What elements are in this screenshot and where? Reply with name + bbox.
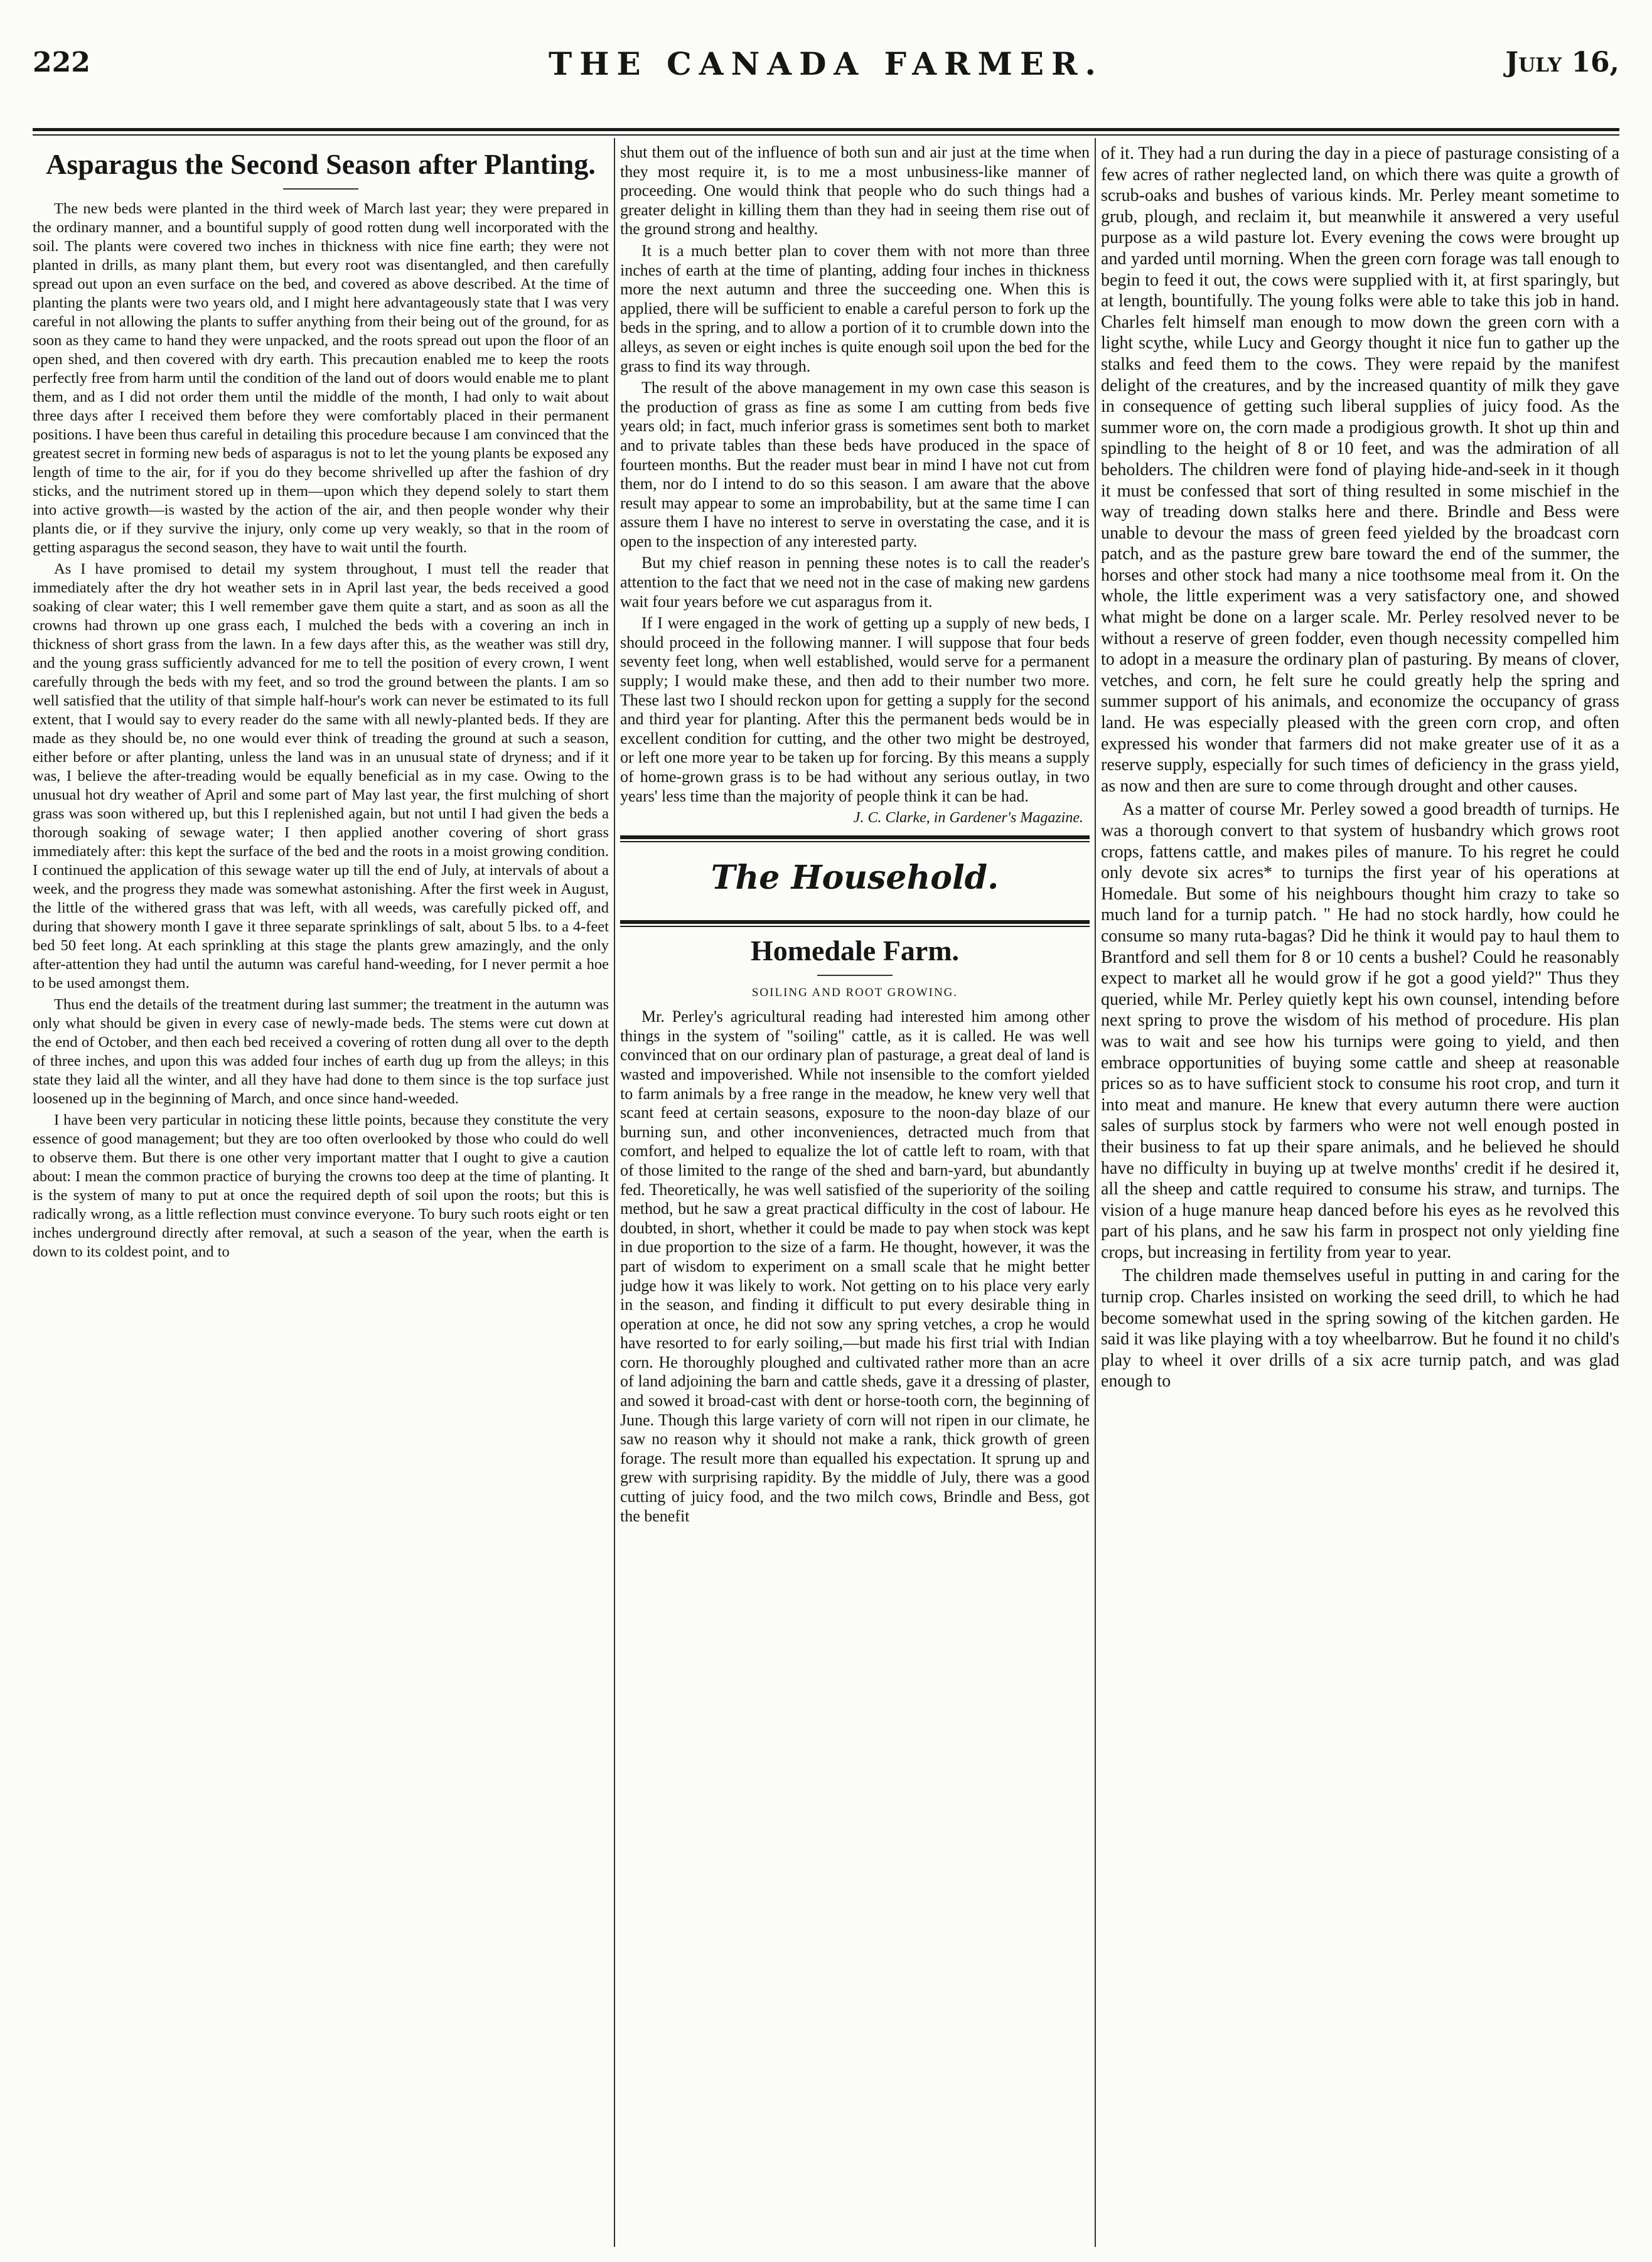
page-number: 222	[33, 46, 90, 78]
article-subtitle: SOILING AND ROOT GROWING.	[751, 986, 958, 1000]
paragraph: Mr. Perley's agricultural reading had interested him among other things in the system of "soiling" cattle, as it is called. He was well convinced that on our ordinary plan of pasturage, a great deal of land is wasted and impoverished. While not insensible to the comfort yielded to farm animals by a free range in the meadow, he knew very well that scant feed at certain seasons, exposure to the noon-day blaze of our burning sun, and other inconveniences, detracted much from that comfort, and helped to equalize the lot of cattle left to roam, with that of those limited to the range of the shed and barn-yard, but abundantly fed. Theoretically, he was well satisfied of the superiority of the soiling method, but he saw a great practical difficulty in the cost of labour. He doubted, in short, whether it could be made to pay when stock was kept in due proportion to the size of a farm. He thought, however, it was the part of wisdom to experiment on a small scale that he might better judge how it was likely to work. Not getting on to his place very early in the season, and finding it difficult to put every desirable thing in operation at once, he did not sow any spring vetches, a crop he would have resorted to for early soiling,—but made his first trial with Indian corn. He thoroughly ploughed and cultivated rather more than an acre of land adjoining the barn and cattle sheds, gave it a dressing of plaster, and sowed it broad-cast with dent or horse-tooth corn, the beginning of June. Though this large variety of corn will not ripen in our climate, he saw no reason why it should not make a rank, thick growth of green forage. The result more than equalled his expectation. It sprung up and grew with surprising rapidity. By the middle of July, there was a good cutting of juicy food, and the two milch cows, Brindle and Bess, got the benefit	[620, 1007, 1090, 1525]
paragraph: The children made themselves useful in putting in and caring for the turnip crop. Charles insisted on working the seed drill, to which he had become somewhat used in the spring sowing of the kitchen garden. He said it was like playing with a toy wheelbarrow. But he found it no child's play to wheel it over drills of a six acre turnip patch, and was glad enough to	[1101, 1266, 1619, 1391]
column-2	[620, 143, 1090, 2246]
title-rule	[817, 975, 893, 976]
article-body	[620, 1007, 1090, 1526]
article-body	[33, 200, 609, 1262]
column-3	[1101, 143, 1619, 2246]
article-body-continued	[620, 143, 1090, 806]
column-divider	[614, 138, 615, 2247]
paragraph: The new beds were planted in the third week of March last year; they were prepared in the ordinary manner, and a bountiful supply of good rotten dung well incorporated with the soil. The plants were covered two inches in thickness with nice fine earth; they were not planted in drills, as many plant them, but every root was disentangled, and then carefully spread out upon an even surface on the bed, and covered as above described. At the time of planting the plants were two years old, and I might here advantageously state that I was very careful in not allowing the plants to suffer anything from their being out of the ground, for as soon as they came to hand they were unpacked, and the roots spread out upon the floor of an open shed, and then covered with dry earth. This precaution enabled me to keep the roots perfectly free from harm until the condition of the land out of doors would enable me to plant them, and as I did not order them until the middle of the month, I had only to wait about three days after I received them before they were comfortably placed in their permanent positions. I have been thus careful in detailing this procedure because I am convinced that the greatest secret in forming new beds of asparagus is not to let the young plants be exposed any length of time to the air, for if you do they become shrivelled up after the fashion of dry sticks, and the nutriment stored up in them—upon which they depend solely to start them into active growth—is wasted by the action of the air, and then people wonder why their plants die, or if they survive the injury, only come up very weakly, so that in the room of getting asparagus the second season, they have to wait until the fourth.	[33, 200, 609, 556]
paragraph: I have been very particular in noticing these little points, because they constitute the very essence of good management; but they are too often overlooked by those who could do well to observe them. But there is one other very important matter that I ought to give a caution about: I mean the common practice of burying the crowns too deep at the time of planting. It is the system of many to put at once the required depth of soil upon the roots; but this is radically wrong, as a little reflection must convince everyone. To bury such roots eight or ten inches underground directly after removal, at such a season of the year, when the earth is down to its coldest point, and to	[33, 1112, 609, 1260]
paragraph: It is a much better plan to cover them with not more than three inches of earth at the time of planting, adding four inches in thickness more the next autumn and three the succeeding one. When this is applied, there will be sufficient to enable a careful person to fork up the beds in the spring, and to allow a portion of it to crumble down into the alleys, as seven or eight inches is quite enough soil upon the bed for the grass to find its way through.	[620, 241, 1090, 375]
article-signature: J. C. Clarke, in Gardener's Magazine.	[853, 810, 1083, 827]
header-rule-thin	[33, 134, 1619, 136]
title-rule	[283, 188, 358, 190]
page-header	[33, 9, 1619, 128]
section-rule-thin	[620, 926, 1090, 927]
masthead-title: THE CANADA FARMER.	[549, 45, 1103, 82]
issue-date: July 16,	[1505, 46, 1619, 78]
paragraph: As a matter of course Mr. Perley sowed a good breadth of turnips. He was a thorough convert to that system of husbandry which grows root crops, fattens cattle, and makes piles of manure. To his regret he could only devote six acres* to turnips the first year of his operations at Homedale. But some of his neighbours thought him crazy to take so much land for a turnip patch. " He had no stock hardly, how could he consume so many ruta-bagas? Did he think it would pay to haul them to Brantford and sell them for 8 or 10 cents a bushel? Could he reasonably expect to market all he would grow if he got a good yield?" Thus they queried, while Mr. Perley quietly kept his own counsel, intending before next spring to prove the wisdom of his method of procedure. His plan was to wait and see how his turnips were going to yield, and then embrace opportunities of buying some cattle and sheep at reasonable prices so as to have sufficient stock to consume his root crop, and turn it into meat and manure. He knew that every autumn there were auction sales of surplus stock by farmers who were not well enough posted in their business to fat up their spare animals, and he believed he should have no difficulty in buying up at twelve months' credit if he desired it, all the sheep and cattle required to consume his straw, and turnips. The vision of a huge manure heap danced before his eyes as he revolved this part of his plans, and he saw his farm in prospect not only yielding fine crops, but increasing in fertility from year to year.	[1101, 800, 1619, 1262]
paragraph: Thus end the details of the treatment during last summer; the treatment in the autumn was only what should be given in every case of newly-made beds. The stems were cut down at the end of October, and then each bed received a covering of rotten dung all over to the depth of three inches, and upon this was added four inches of earth dug up from the alleys; in this state they laid all the winter, and all they have had done to them since is the top surface just loosened up in the beginning of March, and once since hand-weeded.	[33, 996, 609, 1107]
paragraph: As I have promised to detail my system throughout, I must tell the reader that immediately after the dry hot weather sets in in April last year, the beds received a good soaking of clear water; this I well remember gave them quite a start, and as soon as all the crowns had thrown up one grass each, I mulched the beds with a covering an inch in thickness of short grass from the lawn. In a few days after this, as the weather was still dry, and the young grass sufficiently advanced for me to tell the position of every crown, I went carefully through the beds with my feet, and so trod the ground between the plants. I am so well satisfied that the utility of that simple half-hour's work can never be estimated to its full extent, that I would say to every reader do the same with all newly-planted beds. If they are made as they should be, no one would ever think of treading the ground at such a season, either before or after planting, unless the land was in an unusual state of dryness; and if it was, I believe the after-treading would be equally beneficial as in my case. Owing to the unusual hot dry weather of April and some part of May last year, the first mulching of short grass was soon withered up, but this I replenished again, but not until I had given the beds a thorough soaking of sewage water; I then applied another covering of short grass immediately after: this kept the surface of the bed and the roots in a moist growing condition. I continued the application of this sewage water up till the end of July, at intervals of about a week, and the progress they made was somewhat astonishing. After the first week in August, the little of the withered grass that was left, with all weeds, was carefully picked off, and during that showery month I gave it three separate sprinklings of salt, about 5 lbs. to a 4-feet bed 50 feet long. At each sprinkling at this stage the plants grew amazingly, and the only after-attention they had until the autumn was careful hand-weeding, for I never permit a hoe to be used amongst them.	[33, 560, 609, 992]
section-title: The Household.	[711, 859, 999, 898]
section-rule	[620, 920, 1090, 924]
header-rule	[33, 128, 1619, 131]
section-rule-thin	[620, 841, 1090, 842]
paragraph: of it. They had a run during the day in a piece of pasturage consisting of a few acres of rather neglected land, on which there was quite a growth of scrub-oaks and bushes of various kinds. Mr. Perley meant sometime to grub, plough, and reclaim it, but meanwhile it answered a very useful purpose as a wild pasture lot. Every evening the cows were brought up and yarded until morning. When the green corn forage was tall enough to begin to feed it out, the cows were supplied with it, at first sparingly, but at length, bountifully. The young folks were able to take this job in hand. Charles felt himself man enough to mow down the green corn with a light scythe, while Lucy and Georgy thought it nice fun to gather up the stalks and feed them to the cows. They were repaid by the manifest delight of the creatures, and by the increased quantity of milk they gave in consequence of getting such liberal supplies of juicy food. As the summer wore on, the corn made a prodigious growth. It shot up thin and spindling to the height of 8 or 10 feet, and was the admiration of all beholders. The children were fond of playing hide-and-seek in it though it must be confessed that sort of thing resulted in some mischief in the way of treading down stalks here and there. Brindle and Bess were unable to devour the mass of green feed yielded by the broadcast corn patch, and as the pasture grew bare toward the end of the summer, the horses and other stock had many a nice toothsome meal from it. On the whole, the little experiment was a very satisfactory one, and showed what might be done on a larger scale. Mr. Perley resolved never to be without a reserve of green fodder, even though necessity compelled him to adopt in a measure the ordinary plan of pasturing. By means of clover, vetches, and corn, he felt sure he could greatly help the spring and summer support of his animals, and economize the occupancy of grass land. He was especially pleased with the green corn crop, and often expressed his wonder that farmers did not make greater use of it as a reserve supply, especially for such times of deficiency in the grass yield, as now and then are sure to come through drought and other causes.	[1101, 144, 1619, 796]
article-title: Homedale Farm.	[750, 935, 960, 967]
paragraph: shut them out of the influence of both sun and air just at the time when they most require it, is to me a most unbusiness-like manner of proceeding. One would think that people who do such things had a greater delight in killing them than they had in seeing them rise out of the ground strong and healthy.	[620, 143, 1090, 239]
article-title: Asparagus the Second Season after Planting.	[46, 148, 596, 180]
article-body-continued	[1101, 143, 1619, 1392]
paragraph: The result of the above management in my own case this season is the production of grass as fine as some I am cutting from beds five years old; in fact, much inferior grass is sometimes sent both to market and to private tables than these beds have produced in the space of fourteen months. But the reader must bear in mind I have not cut from them, nor do I intend to do so this season. I am aware that the above result may appear to some an improbability, but at the same time I can assure them I have no interest to serve in overstating the case, and it is open to the inspection of any interested party.	[620, 378, 1090, 550]
column-divider	[1095, 138, 1096, 2247]
column-1	[33, 143, 609, 2246]
paragraph: If I were engaged in the work of getting up a supply of new beds, I should proceed in the following manner. I will suppose that four beds seventy feet long, when well established, would serve for a permanent supply; I would make these, and then add to their number two more. These last two I should reckon upon for getting a supply for the second and third year for planting. After this the permanent beds would be in excellent condition for cutting, and the other two might be destroyed, or left one more year to be taken up for forcing. By this means a supply of home-grown grass is to be had without any serious outlay, in two years' less time than the majority of people think it can be had.	[620, 614, 1090, 805]
section-rule	[620, 835, 1090, 839]
paragraph: But my chief reason in penning these notes is to call the reader's attention to the fact that we need not in the case of making new gardens wait four years before we cut asparagus from it.	[620, 554, 1090, 611]
